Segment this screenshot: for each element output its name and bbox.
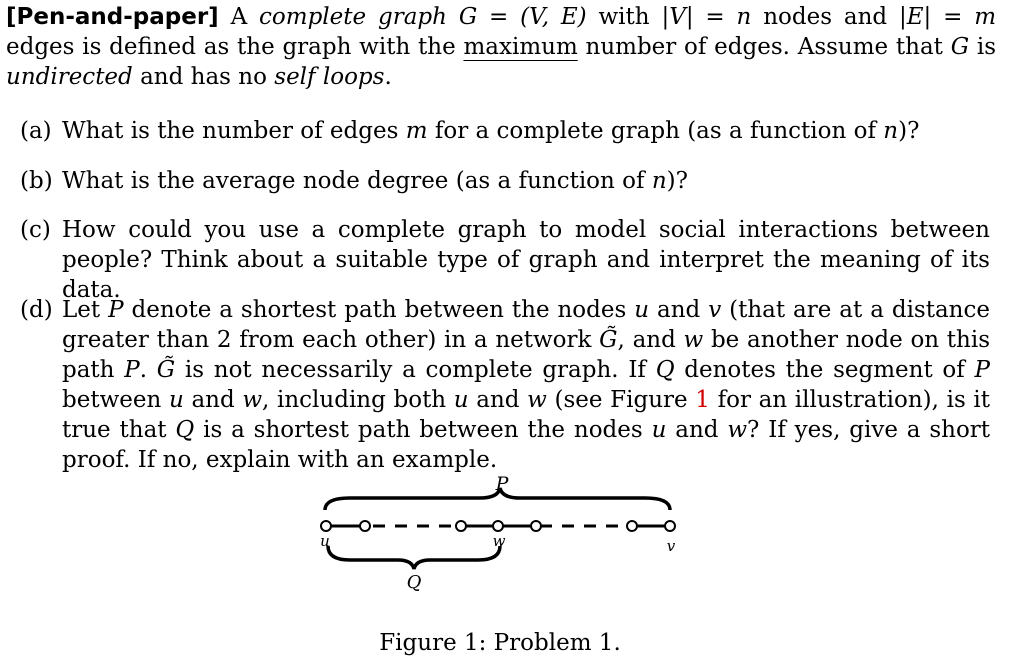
question-c bbox=[20, 215, 990, 305]
label-Q: Q bbox=[406, 572, 422, 593]
node-w bbox=[493, 521, 503, 531]
question-label: (d) bbox=[20, 297, 53, 323]
figure-caption: Figure 1: Problem 1. bbox=[379, 630, 621, 656]
question-text: What is the average node degree (as a function of n)? bbox=[62, 168, 688, 194]
question-d bbox=[20, 295, 990, 475]
term-complete-graph: complete graph bbox=[259, 4, 447, 30]
question-b bbox=[20, 166, 990, 196]
node-u bbox=[321, 521, 331, 531]
question-text: What is the number of edges m for a complete graph (as a function of n)? bbox=[62, 118, 920, 144]
question-label: (a) bbox=[20, 118, 52, 144]
node bbox=[456, 521, 466, 531]
label-v: v bbox=[666, 537, 676, 555]
question-text: How could you use a complete graph to model social interactions between people? Think about a suitable type of graph and interpret the meaning of its data. bbox=[62, 217, 990, 303]
problem-tag: [Pen-and-paper] bbox=[6, 4, 219, 30]
question-label: (c) bbox=[20, 217, 51, 243]
question-a bbox=[20, 116, 990, 146]
node bbox=[531, 521, 541, 531]
term-undirected: undirected bbox=[6, 64, 133, 90]
node bbox=[360, 521, 370, 531]
question-text: Let P denote a shortest path between the nodes u and v (that are at a distance greater than 2 from each other) in a network G̃, and w be another node on this path P. G̃ is not necessarily a complete graph. If Q denotes the segment of P between u and w, including both u and w (see Figure 1 for an illustration), is it true that Q is a shortest path between the nodes u and w? If yes, give a short proof. If no, explain with an example. bbox=[62, 297, 991, 473]
path-figure bbox=[310, 470, 690, 600]
node bbox=[627, 521, 637, 531]
label-w: w bbox=[492, 532, 506, 550]
problem-page bbox=[6, 2, 996, 92]
brace-Q bbox=[328, 546, 500, 569]
label-u: u bbox=[320, 532, 330, 550]
question-label: (b) bbox=[20, 168, 53, 194]
problem-intro: [Pen-and-paper] A complete graph G = (V, E) with |V| = n nodes and |E| = m edges is defined as the graph with the maximum number of edges. Assume that G is undirected and has no self loops. bbox=[6, 4, 997, 90]
label-P: P bbox=[495, 473, 509, 495]
term-maximum: maximum bbox=[463, 34, 578, 60]
node-v bbox=[665, 521, 675, 531]
figure-reference-link[interactable]: 1 bbox=[695, 387, 710, 413]
term-self-loops: self loops bbox=[274, 64, 385, 90]
